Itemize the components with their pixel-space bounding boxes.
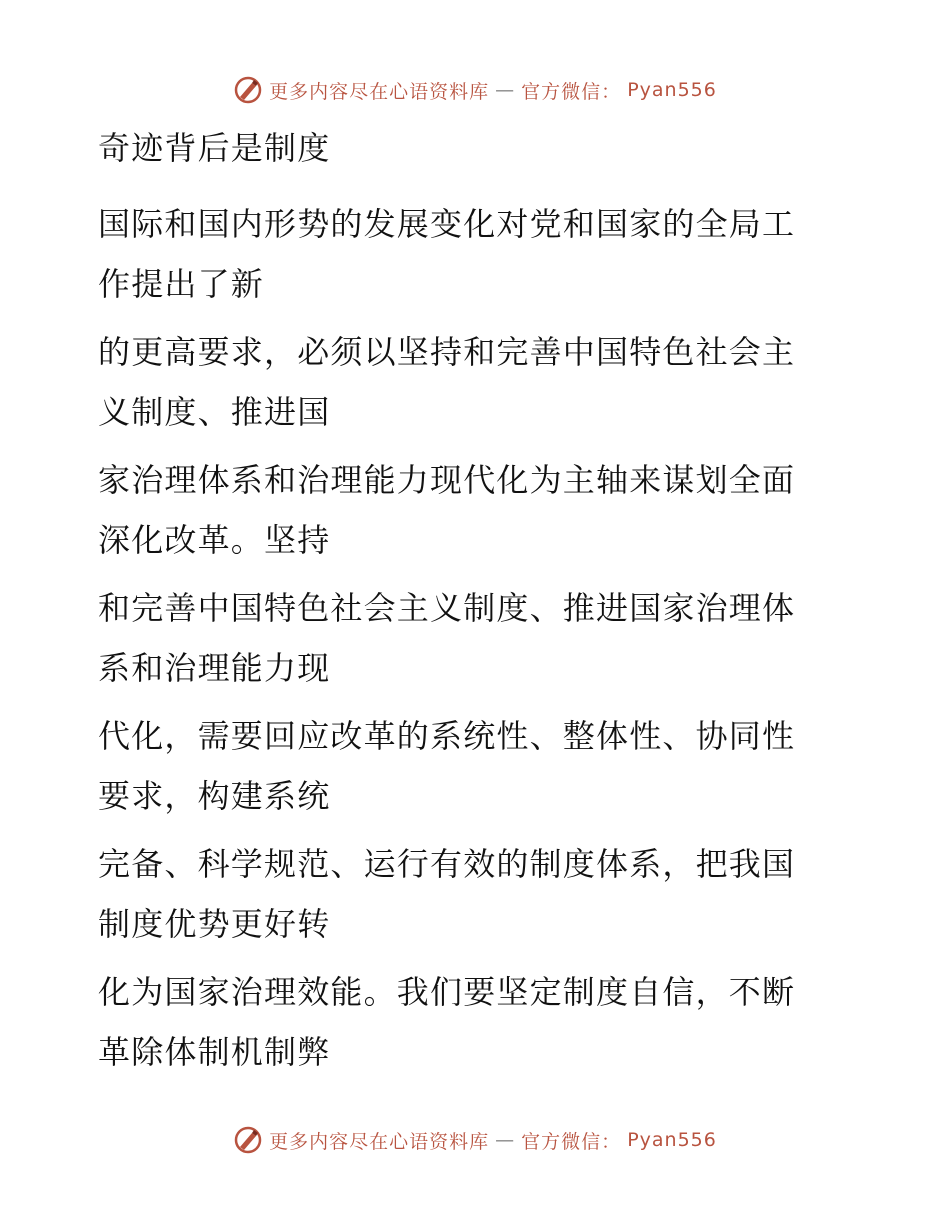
paragraph-line: 的更高要求，必须以坚持和完善中国特色社会主	[98, 333, 796, 371]
document-body	[98, 118, 838, 1082]
watermark-contact-label: 官方微信：	[521, 80, 622, 103]
watermark-contact-label: 官方微信：	[521, 1130, 622, 1153]
paragraph-line: 义制度、推进国	[98, 393, 331, 431]
paragraph-line: 制度优势更好转	[98, 905, 331, 943]
watermark-brand-text: 更多内容尽在心语资料库	[269, 1130, 490, 1153]
pen-circle-logo-icon	[233, 75, 263, 105]
watermark-contact-id: Pyan556	[627, 79, 717, 101]
paragraph-line: 家治理体系和治理能力现代化为主轴来谋划全面	[98, 461, 796, 499]
pen-circle-logo-icon	[233, 1125, 263, 1155]
paragraph-line: 化为国家治理效能。我们要坚定制度自信，不断	[98, 973, 796, 1011]
watermark-footer	[0, 1122, 950, 1158]
watermark-contact-id: Pyan556	[627, 1129, 717, 1151]
paragraph-line: 完备、科学规范、运行有效的制度体系，把我国	[98, 845, 796, 883]
paragraph-line: 作提出了新	[98, 265, 265, 303]
watermark-dash: —	[495, 79, 516, 101]
paragraph-line: 深化改革。坚持	[98, 521, 331, 559]
paragraph-line: 国际和国内形势的发展变化对党和国家的全局工	[98, 205, 796, 243]
paragraph-line: 要求，构建系统	[98, 777, 331, 815]
paragraph-line: 革除体制机制弊	[98, 1033, 331, 1071]
paragraph-line: 系和治理能力现	[98, 649, 331, 687]
watermark-brand-text: 更多内容尽在心语资料库	[269, 80, 490, 103]
watermark-header	[0, 72, 950, 108]
paragraph-line: 代化，需要回应改革的系统性、整体性、协同性	[98, 717, 796, 755]
document-title-line: 奇迹背后是制度	[98, 129, 331, 167]
paragraph-line: 和完善中国特色社会主义制度、推进国家治理体	[98, 589, 796, 627]
watermark-dash: —	[495, 1129, 516, 1151]
